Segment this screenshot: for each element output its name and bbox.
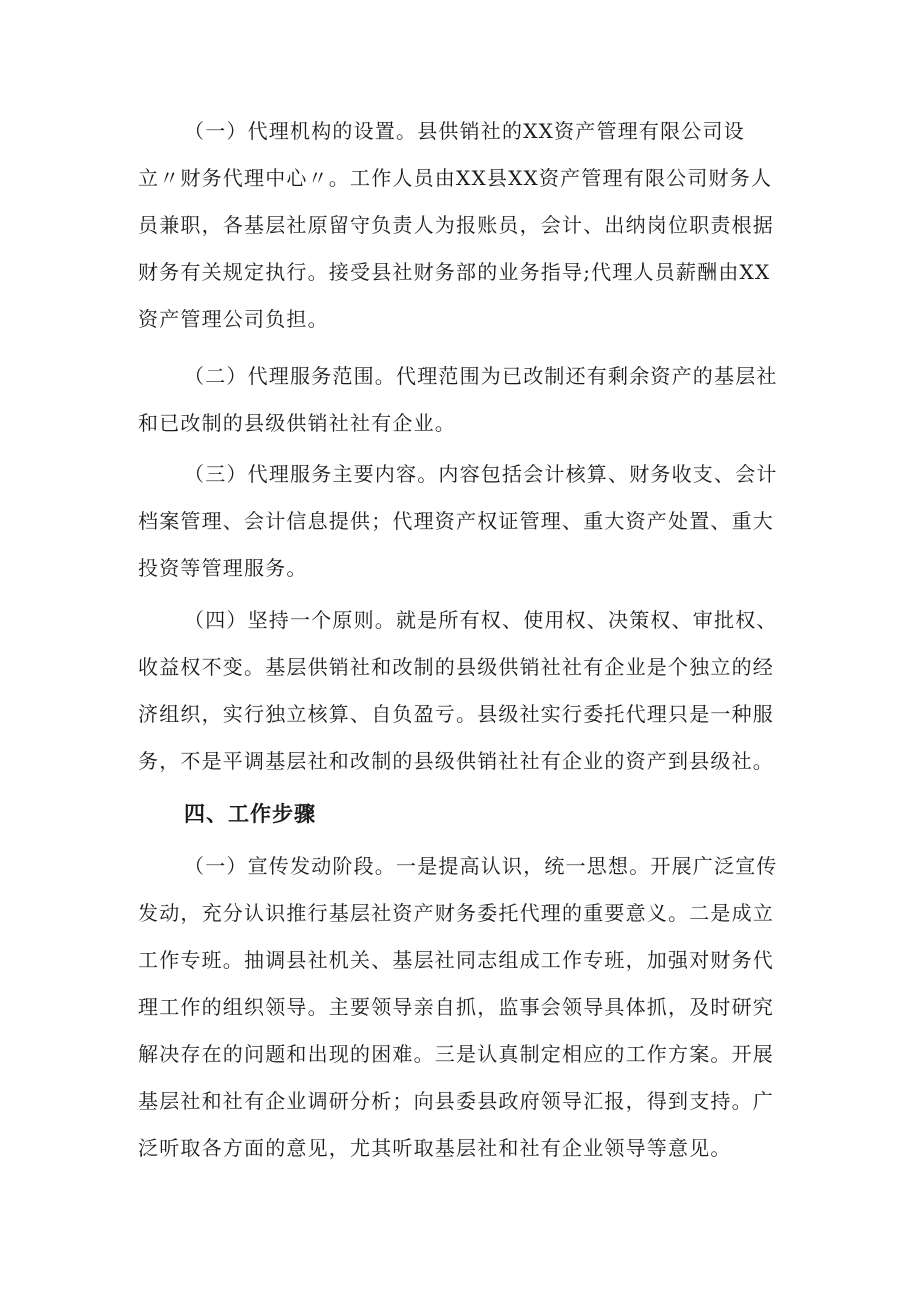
paragraph-line: （一）代理机构的设置。县供销社的XX资产管理有限公司设 (184, 119, 745, 143)
paragraph-line: （四）坚持一个原则。就是所有权、使用权、决策权、审批权、 (184, 608, 778, 632)
paragraph-line: 财务有关规定执行。接受县社财务部的业务指导;代理人员薪酬由XX (138, 260, 771, 284)
paragraph-line: （一）宣传发动阶段。一是提高认识，统一思想。开展广泛宣传 (184, 854, 778, 878)
paragraph-line: 解决存在的问题和出现的困难。三是认真制定相应的工作方案。开展 (138, 1042, 774, 1066)
paragraph-line: 工作专班。抽调县社机关、基层社同志组成工作专班，加强对财务代 (138, 948, 774, 972)
paragraph-line: （三）代理服务主要内容。内容包括会计核算、财务收支、会计 (184, 462, 778, 486)
paragraph-line: 投资等管理服务。 (138, 556, 308, 580)
paragraph-line: 发动，充分认识推行基层社资产财务委托代理的重要意义。二是成立 (138, 901, 774, 925)
paragraph-line: 济组织，实行独立核算、自负盈亏。县级社实行委托代理只是一种服 (138, 702, 774, 726)
paragraph-line: 资产管理公司负担。 (138, 307, 329, 331)
paragraph-line: 立〃财务代理中心〃。工作人员由XX县XX资产管理有限公司财务人 (138, 166, 773, 190)
paragraph-line: 理工作的组织领导。主要领导亲自抓，监事会领导具体抓，及时研究 (138, 995, 774, 1019)
paragraph-line: 务，不是平调基层社和改制的县级供销社社有企业的资产到县级社。 (138, 749, 774, 773)
paragraph-line: 泛听取各方面的意见，尤其听取基层社和社有企业领导等意见。 (138, 1136, 732, 1160)
paragraph-line: 员兼职，各基层社原留守负责人为报账员，会计、出纳岗位职责根据 (138, 213, 774, 237)
paragraph-line: 基层社和社有企业调研分析；向县委县政府领导汇报，得到支持。广 (138, 1089, 774, 1113)
paragraph-line: （二）代理服务范围。代理范围为已改制还有剩余资产的基层社 (184, 364, 778, 388)
section-heading: 四、工作步骤 (184, 802, 316, 826)
paragraph-line: 收益权不变。基层供销社和改制的县级供销社社有企业是个独立的经 (138, 655, 774, 679)
paragraph-line: 和已改制的县级供销社社有企业。 (138, 411, 456, 435)
paragraph-line: 档案管理、会计信息提供；代理资产权证管理、重大资产处置、重大 (138, 509, 774, 533)
